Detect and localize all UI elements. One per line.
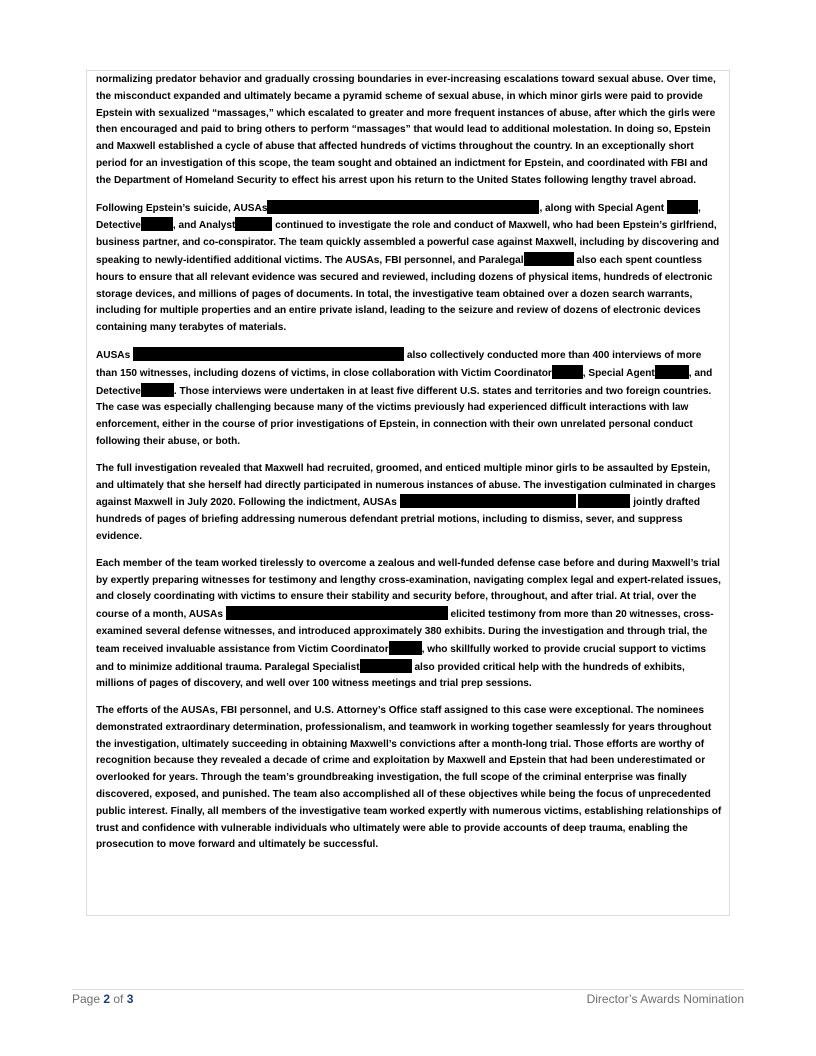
redaction-box (141, 217, 173, 231)
redaction-box (267, 200, 539, 214)
paragraph-charges (96, 461, 724, 546)
page-total: 3 (126, 992, 134, 1006)
redaction-box (141, 383, 174, 397)
text-span: also each spent countless hours to ensure that all relevant evidence was secured and reviewed, including dozens of physical items, hundreds of electronic storage devices, and millions of pages of documents. In total, the investigative team obtained over a dozen search warrants, including for multiple properties and an entire private island, leading to the seizure and review of dozens of electronic devices containing many terabytes of materials. (96, 254, 713, 334)
redaction-box (655, 365, 689, 379)
text-span: Each member of the team worked tirelessly to overcome a zealous and well-funded defense case before and during Maxwell’s trial by expertly preparing witnesses for testimony and lengthy cross-examination, navigating complex legal and expert-related issues, and closely coordinating with victims to ensure their stability and security before, throughout, and after trial. At trial, over the course of a month, AUSAs (96, 557, 721, 621)
text-span: Following Epstein’s suicide, AUSAs (96, 202, 268, 214)
redaction-box (400, 494, 576, 508)
redaction-box (235, 217, 272, 231)
text-span: The full investigation revealed that Maxwell had recruited, groomed, and enticed multiple minor girls to be assaulted by Epstein, and ultimately that she herself had directly participated in numerous instances of abuse. The investigation culminated in charges against Maxwell in July 2020. Following the indictment, AUSAs (96, 462, 716, 509)
text-span: , and Detective (96, 367, 713, 397)
redaction-box (133, 347, 404, 361)
paragraph-investigation-background: normalizing predator behavior and gradually crossing boundaries in ever-increasing escalations toward sexual abuse. Over time, the misconduct expanded and ultimately became a pyramid scheme of sexual abuse, in which minor girls were paid to provide Epstein with sexualized “massages,” which escalated to greater and more frequent instances of abuse, after which the girls were then encouraged and paid to bring others to perform “massages” that would lead to additional molestation. In doing so, Epstein and Maxwell established a cycle of abuse that affected hundreds of victims throughout the country. In an exceptionally short period for an investigation of this scope, the team sought and obtained an indictment for Epstein, and coordinated with FBI and the Department of Homeland Security to effect his arrest upon his return to the United States following lengthy travel abroad. (96, 74, 716, 186)
redaction-box (552, 365, 583, 379)
paragraph-conclusion: The efforts of the AUSAs, FBI personnel, and U.S. Attorney’s Office staff assigned to this case were exceptional. The nominees demonstrated extraordinary determination, professionalism, and teamwork in working together seamlessly for years throughout the investigation, ultimately succeeding in obtaining Maxwell’s convictions after a month-long trial. Those efforts are worthy of recognition because they revealed a decade of crime and exploitation by Maxwell and Epstein that had been underestimated or overlooked for years. Through the team’s groundbreaking investigation, the full scope of the criminal enterprise was finally discovered, exposed, and punished. The team also accomplished all of these objectives while being the focus of unprecedented public interest. Finally, all members of the investigative team worked expertly with numerous victims, establishing relationships of trust and confidence with vulnerable individuals who ultimately were able to provide accounts of deep trauma, enabling the prosecution to move forward and ultimately be successful. (96, 705, 722, 851)
page-current: 2 (103, 992, 111, 1006)
text-span: elicited testimony from more than 20 witnesses, cross-examined several defense witnesses, and introduced approximately 380 exhibits. During the investigation and through trial, the team received invaluable assistance from Victim Coordinator (96, 609, 714, 655)
text-span: AUSAs (96, 349, 131, 361)
redaction-box (578, 494, 630, 508)
text-span: , Special Agent (582, 367, 655, 379)
redaction-box (524, 252, 574, 266)
document-body (96, 72, 724, 864)
text-span: , along with Special Agent (539, 202, 665, 214)
text-span: , Detective (96, 202, 701, 232)
page-word: Page (72, 992, 104, 1006)
paragraph-maxwell-investigation (96, 200, 724, 337)
redaction-box (360, 659, 412, 673)
text-span: continued to investigate the role and conduct of Maxwell, who had been Epstein’s girlfriend, business partner, and co-conspirator. The team quickly assembled a powerful case against Maxwell, including by discovering and speaking to newly-identified additional victims. The AUSAs, FBI personnel, and Paralegal (96, 220, 720, 266)
redaction-box (389, 641, 422, 655)
text-span: also collectively conducted more than 400 interviews of more than 150 witnesses, including dozens of victims, in close collaboration with Victim Coordinator (96, 349, 702, 379)
paragraph-interviews (96, 347, 724, 451)
paragraph-trial (96, 556, 724, 693)
text-span: , who skillfully worked to provide crucial support to victims and to minimize additional trauma. Paralegal Specialist (96, 643, 707, 673)
text-span: . Those interviews were undertaken in at least five different U.S. states and territories and two foreign countries. The case was especially challenging because many of the victims previously had experienced difficult interactions with law enforcement, either in the course of prior investigations of Epstein, in connection with their own unrelated personal conduct following their abuse, or both. (96, 385, 712, 447)
page-number (72, 992, 133, 1006)
footer-document-title: Director’s Awards Nomination (586, 992, 744, 1006)
text-span: also provided critical help with the hundreds of exhibits, millions of pages of discovery, and well over 100 witness meetings and trial prep sessions. (96, 661, 685, 690)
redaction-box (226, 606, 448, 620)
footer-divider (72, 989, 744, 990)
page-of: of (110, 992, 127, 1006)
redaction-box (667, 200, 698, 214)
text-span: , and Analyst (172, 220, 236, 232)
text-span: jointly drafted hundreds of pages of briefing addressing numerous defendant pretrial motions, including to dismiss, sever, and suppress evidence. (96, 497, 700, 542)
